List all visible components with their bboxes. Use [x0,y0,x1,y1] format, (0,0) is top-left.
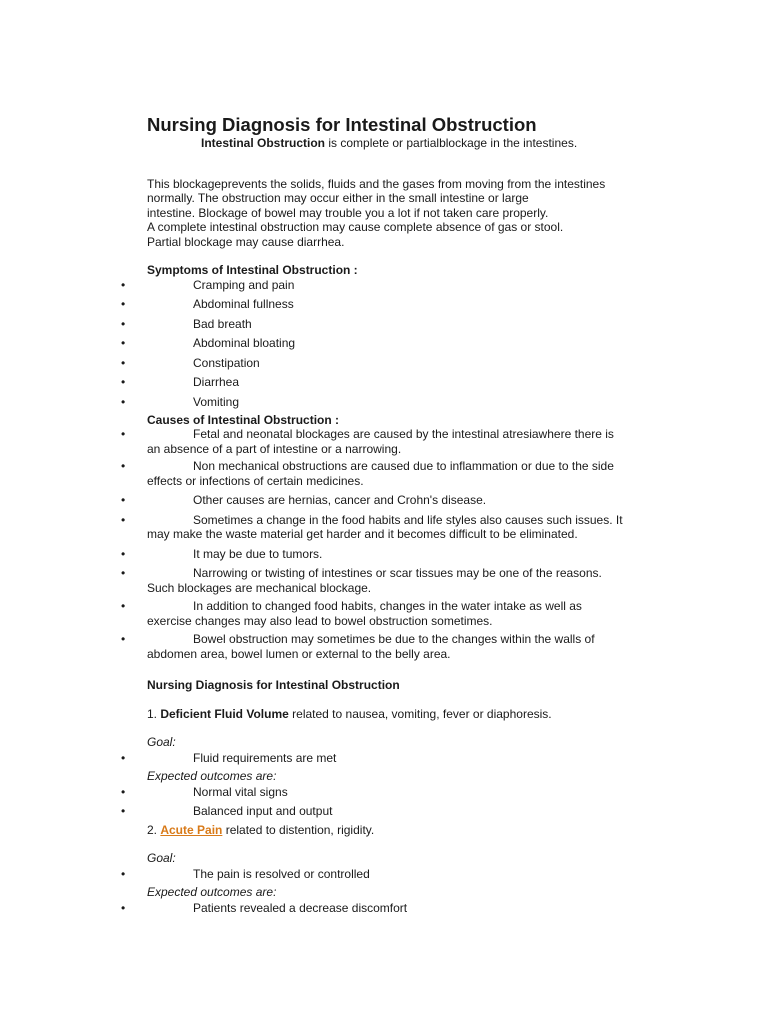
goal-label: Goal: [147,851,176,865]
cause-text: Bowel obstruction may sometimes be due to the changes within the walls of [193,632,595,646]
document-page [121,114,667,919]
list-item [121,632,667,661]
list-item [121,900,667,920]
bullet-icon: • [121,355,126,370]
list-item [121,336,667,356]
bullet-icon: • [121,394,126,409]
list-item [121,512,667,542]
cause-text-continued: an absence of a part of intestine or a narrowing. [147,441,402,456]
list-item [121,316,667,337]
list-item [121,394,667,409]
bullet-icon: • [121,599,126,613]
symptom-text: Cramping and pain [193,277,295,292]
symptom-text: Bad breath [193,316,252,331]
intro-term: Intestinal Obstruction [201,136,326,150]
bullet-icon: • [121,316,126,331]
diagnosis-number: 2. [147,822,161,837]
cause-text: Fetal and neonatal blockages are caused by the intestinal atresiawhere there is [193,427,614,441]
diagnosis-description: related to nausea, vomiting, fever or diaphoresis. [288,706,552,721]
paragraph-line: normally. The obstruction may occur either in the small intestine or large [147,191,529,205]
cause-text-continued: may make the waste material get harder and it becomes difficult to be eliminated. [147,527,578,541]
symptoms-heading: Symptoms of Intestinal Obstruction : [147,263,358,277]
list-item [121,866,667,886]
expected-outcomes-label: Expected outcomes are: [147,769,277,783]
acute-pain-link[interactable]: Acute Pain [160,822,223,837]
list-item [121,355,667,376]
symptom-text: Abdominal fullness [193,297,294,311]
cause-text-continued: effects or infections of certain medicines. [147,473,364,488]
diagnosis-2 [147,823,667,838]
bullet-icon: • [121,297,126,311]
goal-list [121,866,667,886]
intro-rest: is complete or partialblockage in the intestines. [325,136,578,150]
document-title: Nursing Diagnosis for Intestinal Obstruction [147,114,537,135]
goal-list [121,750,667,770]
list-item [121,599,667,628]
cause-text: Narrowing or twisting of intestines or scar tissues may be one of the reasons. [193,566,602,580]
overview-paragraph [147,177,667,250]
diagnosis-description: related to distention, rigidity. [222,822,375,837]
outcome-text: Normal vital signs [193,784,288,799]
list-item [121,784,667,804]
bullet-icon: • [121,493,126,507]
goal-label: Goal: [147,735,176,749]
cause-text: It may be due to tumors. [193,546,323,561]
paragraph-line: A complete intestinal obstruction may cause complete absence of gas or stool. [147,220,564,234]
bullet-icon: • [121,900,126,915]
cause-text: In addition to changed food habits, changes in the water intake as well as [193,599,582,613]
list-item [121,427,667,456]
list-item [121,375,667,395]
diagnosis-1 [147,707,667,722]
symptom-text: Vomiting [193,394,240,409]
list-item [121,459,667,488]
goal-text: The pain is resolved or controlled [193,866,370,881]
bullet-icon: • [121,866,126,881]
cause-text: Other causes are hernias, cancer and Crohn's disease. [193,493,487,507]
outcome-text: Patients revealed a decrease discomfort [193,900,408,915]
symptoms-list [121,277,667,409]
cause-text-continued: abdomen area, bowel lumen or external to the belly area. [147,646,451,661]
cause-text: Non mechanical obstructions are caused due to inflammation or due to the side [193,459,614,473]
bullet-icon: • [121,459,126,473]
list-item [121,297,667,317]
cause-text-continued: exercise changes may also lead to bowel obstruction sometimes. [147,613,493,628]
list-item [121,750,667,770]
symptom-text: Abdominal bloating [193,336,296,350]
outcome-text: Balanced input and output [193,804,333,818]
outcomes-list [121,784,667,823]
bullet-icon: • [121,277,126,292]
bullet-icon: • [121,336,126,350]
bullet-icon: • [121,375,126,389]
symptom-text: Constipation [193,355,260,370]
bullet-icon: • [121,512,126,527]
list-item [121,803,667,823]
paragraph-line: intestine. Blockage of bowel may trouble you a lot if not taken care properly. [147,205,549,220]
goal-text: Fluid requirements are met [193,750,337,765]
cause-text: Sometimes a change in the food habits and life styles also causes such issues. It [193,512,623,527]
intro-sentence [201,136,667,151]
diagnosis-number: 1. [147,706,161,721]
bullet-icon: • [121,784,126,799]
expected-outcomes-label: Expected outcomes are: [147,885,277,899]
bullet-icon: • [121,427,126,441]
list-item [121,546,667,562]
paragraph-line: This blockageprevents the solids, fluids and the gases from moving from the intestines [147,176,606,191]
list-item [121,277,667,298]
bullet-icon: • [121,750,126,765]
causes-heading: Causes of Intestinal Obstruction : [147,412,340,427]
outcomes-list [121,900,667,920]
list-item [121,493,667,508]
causes-list [121,427,667,661]
nursing-diagnosis-heading: Nursing Diagnosis for Intestinal Obstruction [147,678,400,692]
paragraph-line: Partial blockage may cause diarrhea. [147,234,345,249]
bullet-icon: • [121,546,126,561]
diagnosis-term: Deficient Fluid Volume [160,706,289,721]
cause-text-continued: Such blockages are mechanical blockage. [147,580,372,595]
bullet-icon: • [121,632,126,646]
bullet-icon: • [121,804,126,818]
bullet-icon: • [121,566,126,580]
symptom-text: Diarrhea [193,375,240,389]
list-item [121,566,667,595]
